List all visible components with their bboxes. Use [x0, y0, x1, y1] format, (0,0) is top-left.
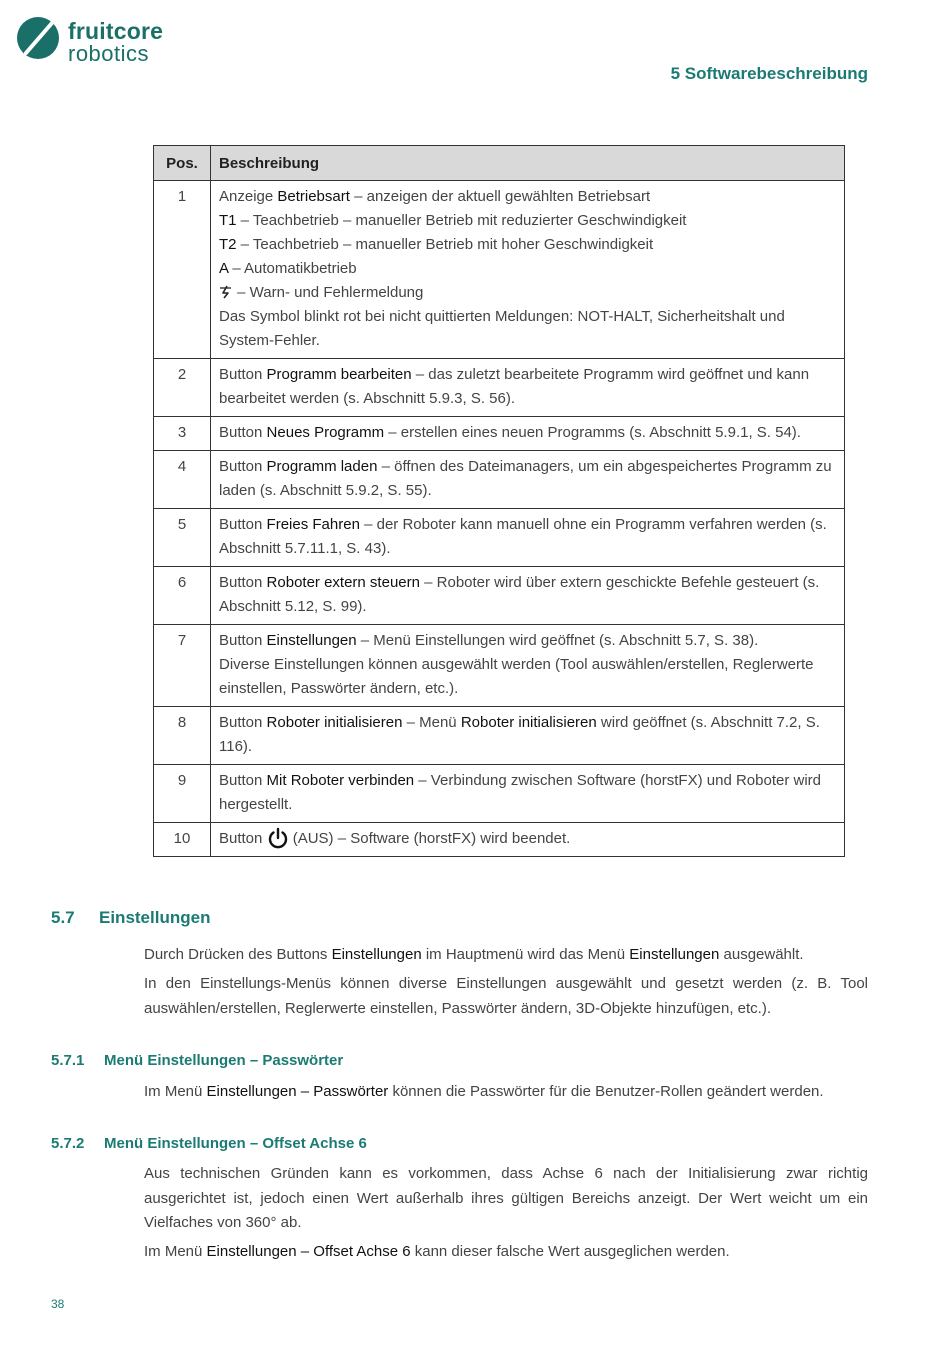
row-description — [211, 359, 845, 417]
description-text: Button Neues Programm – erstellen eines neuen Programms (s. Abschnitt 5.9.1, S. 54). — [219, 424, 801, 441]
row-position-number: 10 — [154, 823, 211, 857]
row-position-number: 2 — [154, 359, 211, 417]
row-position-number: 8 — [154, 707, 211, 765]
description-text: Button Einstellungen – Menü Einstellungen wird geöffnet (s. Abschnitt 5.7, S. 38). — [219, 632, 759, 649]
row-position-number: 6 — [154, 567, 211, 625]
column-header-description: Beschreibung — [211, 146, 845, 181]
section-title: Einstellungen — [99, 908, 211, 927]
logo-text-fruitcore: fruitcore — [68, 18, 164, 44]
section-title: Menü Einstellungen – Offset Achse 6 — [104, 1135, 367, 1152]
table-header-row — [154, 146, 845, 181]
section-title: Menü Einstellungen – Passwörter — [104, 1052, 344, 1069]
row-position-number: 5 — [154, 509, 211, 567]
row-position-number: 3 — [154, 417, 211, 451]
button-name: Roboter extern steuern — [266, 574, 420, 591]
row-description — [211, 181, 845, 359]
menu-name: Roboter initialisieren — [460, 714, 597, 731]
company-logo — [14, 14, 174, 66]
power-icon — [267, 827, 289, 849]
position-description-table — [153, 145, 845, 857]
row-position-number: 1 — [154, 181, 211, 359]
table-row — [154, 765, 845, 823]
section-heading-5-7-1 — [51, 1052, 343, 1069]
row-position-number: 4 — [154, 451, 211, 509]
description-text: Button (AUS) – Software (horstFX) wird beendet. — [219, 827, 836, 851]
row-description — [211, 765, 845, 823]
button-name: Programm bearbeiten — [266, 366, 412, 383]
table-row — [154, 181, 845, 359]
description-text: Button Freies Fahren – der Roboter kann manuell ohne ein Programm verfahren werden (s. Abschnitt 5.7.11.1, S. 43). — [219, 516, 827, 557]
table-row — [154, 823, 845, 857]
paragraph-5-7-2-explanation: Aus technischen Gründen kann es vorkommen, dass Achse 6 nach der Initialisierung zwar richtig ausgerichtet ist, jedoch einen Wert außerhalb ihres gültigen Bereichs anzeigt. Der Wert weicht um ein Vielfaches von 360° ab. — [144, 1165, 868, 1231]
description-extra: Diverse Einstellungen können ausgewählt werden (Tool auswählen/erstellen, Reglerwerte einstellen, Passwörter ändern, etc.). — [219, 656, 814, 697]
button-name: Freies Fahren — [266, 516, 360, 533]
section-number: 5.7.2 — [51, 1135, 85, 1152]
description-text: Button Roboter extern steuern – Roboter wird über extern geschickte Befehle gesteuert (s. Abschnitt 5.12, S. 99). — [219, 574, 820, 615]
logo-mark-icon — [14, 14, 64, 64]
section-number: 5.7.1 — [51, 1052, 85, 1069]
table-row — [154, 359, 845, 417]
description-text: Button Roboter initialisieren – Menü Roboter initialisieren wird geöffnet (s. Abschnitt 7.2, S. 116). — [219, 714, 820, 755]
row-description — [211, 567, 845, 625]
row-description — [211, 509, 845, 567]
description-line: Das Symbol blinkt rot bei nicht quittierten Meldungen: NOT-HALT, Sicherheitshalt und System-Fehler. — [219, 308, 785, 349]
button-name: Mit Roboter verbinden — [266, 772, 415, 789]
row-description — [211, 625, 845, 707]
row-description — [211, 451, 845, 509]
table-row — [154, 417, 845, 451]
button-name: Roboter initialisieren — [266, 714, 403, 731]
column-header-pos: Pos. — [154, 146, 211, 181]
paragraph-5-7-2-action: Im Menü Einstellungen – Offset Achse 6 kann dieser falsche Wert ausgeglichen werden. — [144, 1243, 730, 1260]
table-row — [154, 509, 845, 567]
description-text: Button Programm bearbeiten – das zuletzt bearbeitete Programm wird geöffnet und kann bearbeitet werden (s. Abschnitt 5.9.3, S. 56). — [219, 366, 810, 407]
paragraph-5-7-details: In den Einstellungs-Menüs können diverse Einstellungen ausgewählt und gesetzt werden (z. B. Tool auswählen/erstellen, Reglerwerte einstellen, Passwörter ändern, 3D-Objekte hinzufügen, etc.). — [144, 975, 868, 1017]
logo-text-robotics: robotics — [68, 41, 150, 66]
row-description — [211, 417, 845, 451]
row-description — [211, 823, 845, 857]
description-line: A – Automatikbetrieb — [219, 260, 357, 277]
chapter-title: 5 Softwarebeschreibung — [670, 64, 868, 83]
paragraph-5-7-intro: Durch Drücken des Buttons Einstellungen im Hauptmenü wird das Menü Einstellungen ausgewählt. — [144, 946, 804, 963]
paragraph-5-7-1: Im Menü Einstellungen – Passwörter können die Passwörter für die Benutzer-Rollen geändert werden. — [144, 1083, 824, 1100]
table-row — [154, 451, 845, 509]
description-line: T1 – Teachbetrieb – manueller Betrieb mit reduzierter Geschwindigkeit — [219, 212, 687, 229]
description-text: Button Mit Roboter verbinden – Verbindung zwischen Software (horstFX) und Roboter wird hergestellt. — [219, 772, 821, 813]
description-line: – Warn- und Fehlermeldung — [219, 281, 836, 305]
description-line: T2 – Teachbetrieb – manueller Betrieb mit hoher Geschwindigkeit — [219, 236, 654, 253]
table-row — [154, 707, 845, 765]
warning-bolt-icon — [219, 285, 233, 299]
row-description — [211, 707, 845, 765]
section-heading-5-7 — [51, 908, 210, 928]
table-row — [154, 567, 845, 625]
button-name: Programm laden — [266, 458, 378, 475]
table-row — [154, 625, 845, 707]
section-heading-5-7-2 — [51, 1135, 367, 1152]
description-line: Anzeige Betriebsart – anzeigen der aktuell gewählten Betriebsart — [219, 188, 651, 205]
section-number: 5.7 — [51, 908, 75, 927]
row-position-number: 7 — [154, 625, 211, 707]
button-name: Einstellungen — [266, 632, 357, 649]
description-text: Button Programm laden – öffnen des Dateimanagers, um ein abgespeichertes Programm zu laden (s. Abschnitt 5.9.2, S. 55). — [219, 458, 832, 499]
page-number: 38 — [51, 1297, 65, 1311]
row-position-number: 9 — [154, 765, 211, 823]
button-name: Neues Programm — [266, 424, 385, 441]
